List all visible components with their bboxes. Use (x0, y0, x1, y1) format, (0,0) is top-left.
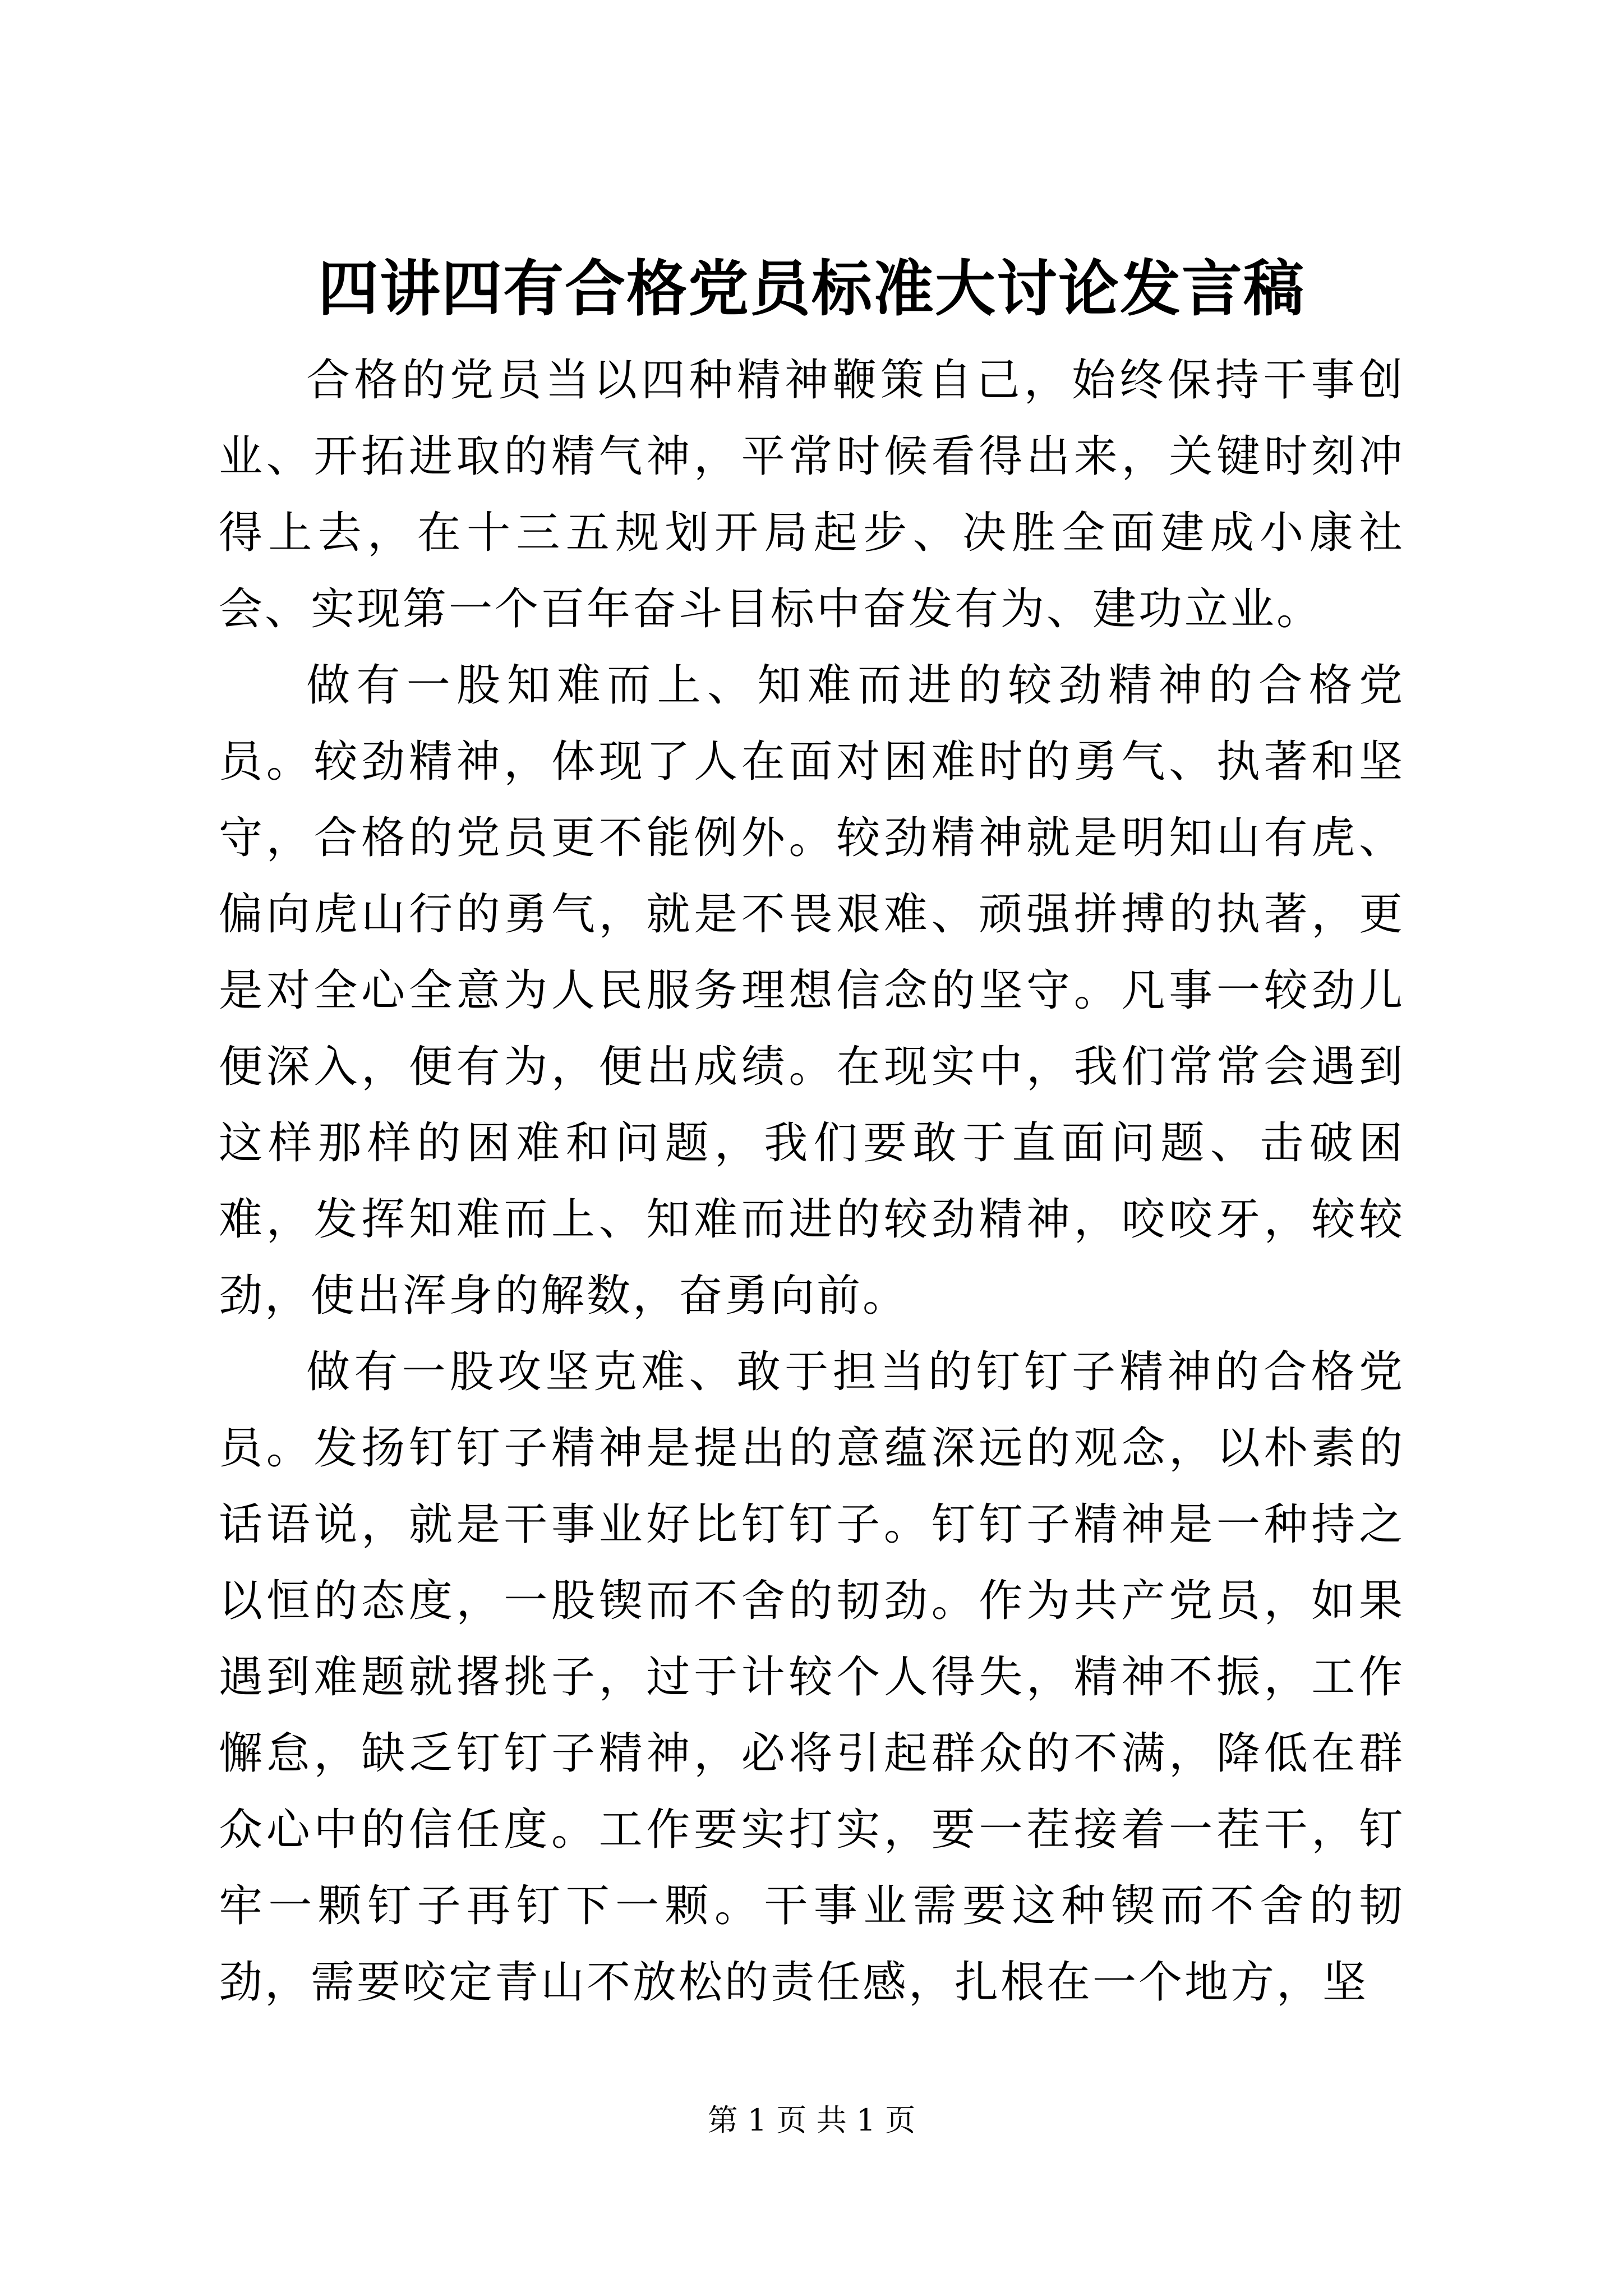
paragraph-nail-spirit: 做有一股攻坚克难、敢于担当的钉钉子精神的合格党员。发扬钉钉子精神是提出的意蕴深远的观念，以朴素的话语说，就是干事业好比钉钉子。钉钉子精神是一种持之以恒的态度，一股锲而不舍的韧劲。作为共产党员，如果遇到难题就撂挑子，过于计较个人得失，精神不振，工作懈怠，缺乏钉钉子精神，必将引起群众的不满，降低在群众心中的信任度。工作要实打实，要一茬接着一茬干，钉牢一颗钉子再钉下一颗。干事业需要这种锲而不舍的韧劲，需要咬定青山不放松的责任感，扎根在一个地方，坚 (219, 1347, 1405, 2008)
page-footer: 第 1 页 共 1 页 (707, 2102, 916, 2138)
document-title: 四讲四有合格党员标准大讨论发言稿 (317, 254, 1305, 324)
paragraph-intro: 合格的党员当以四种精神鞭策自己，始终保持干事创业、开拓进取的精气神，平常时候看得出来，关键时刻冲得上去，在十三五规划开局起步、决胜全面建成小康社会、实现第一个百年奋斗目标中奋发有为、建功立业。 (219, 355, 1405, 634)
document-body (219, 342, 1405, 2021)
paragraph-persistence-spirit: 做有一股知难而上、知难而进的较劲精神的合格党员。较劲精神，体现了人在面对困难时的勇气、执著和坚守，合格的党员更不能例外。较劲精神就是明知山有虎、偏向虎山行的勇气，就是不畏艰难、顽强拼搏的执著，更是对全心全意为人民服务理想信念的坚守。凡事一较劲儿便深入，便有为，便出成绩。在现实中，我们常常会遇到这样那样的困难和问题，我们要敢于直面问题、击破困难，发挥知难而上、知难而进的较劲精神，咬咬牙，较较劲，使出浑身的解数，奋勇向前。 (219, 660, 1405, 1321)
